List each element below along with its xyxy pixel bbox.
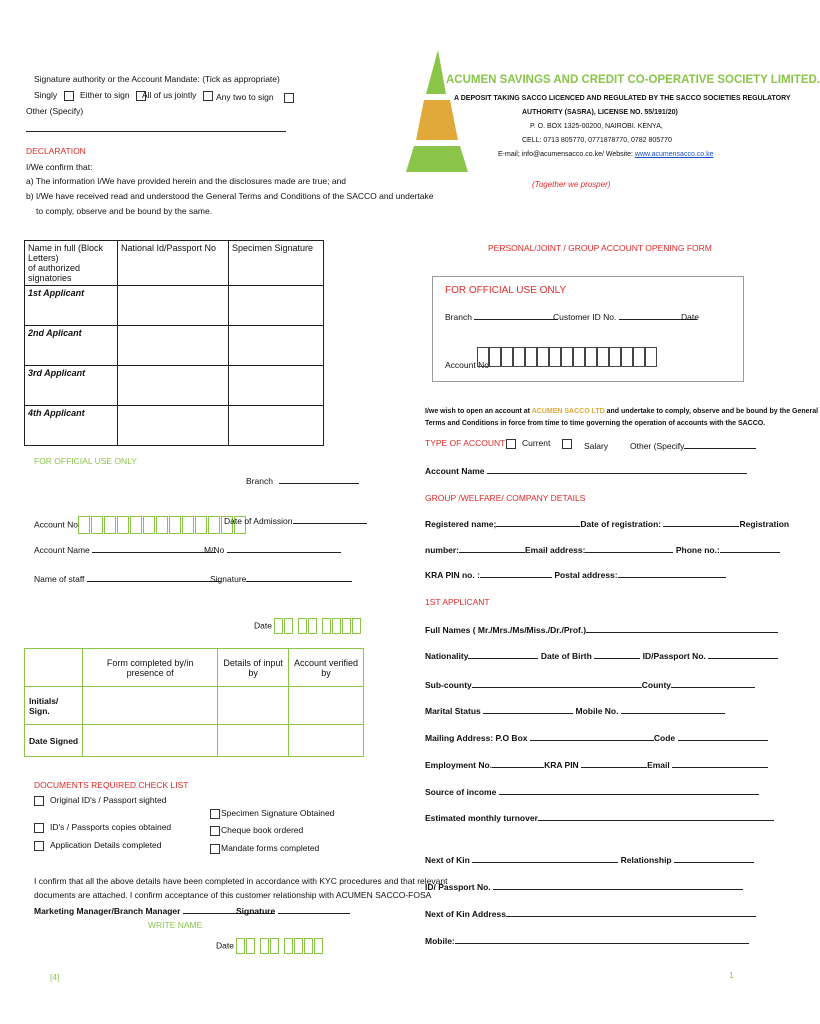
- kra-pin-label: KRA PIN: [544, 760, 579, 770]
- date-admission-label: Date of Admission: [224, 516, 293, 526]
- declaration-heading: DECLARATION: [26, 146, 86, 156]
- group-kra-label: KRA PIN no. :: [425, 570, 480, 580]
- subcounty-field[interactable]: [472, 687, 642, 688]
- sig-row-4-label: 4th Applicant: [25, 406, 118, 446]
- relationship-field[interactable]: [674, 862, 754, 863]
- next-kin-label: Next of Kin: [425, 855, 470, 865]
- right-date-label: Date: [681, 312, 699, 322]
- left-branch-label: Branch: [246, 476, 273, 486]
- check-cheque[interactable]: [210, 826, 220, 836]
- check-specimen[interactable]: [210, 809, 220, 819]
- kin-address-label: Next of Kin Address: [425, 909, 506, 919]
- write-name-label: WRITE NAME: [148, 920, 203, 930]
- date-reg-label: Date of registration:: [580, 519, 662, 529]
- county-label: County: [641, 680, 672, 690]
- completion-header-input: Details of input by: [218, 649, 289, 687]
- sig-header-id: National Id/Passport No: [118, 241, 229, 286]
- org-line4: CELL: 0713 805770, 0771878770, 0782 805770: [522, 137, 672, 144]
- type-other-field[interactable]: [684, 448, 756, 449]
- id-passport-field[interactable]: [493, 889, 743, 890]
- signatories-table: [24, 240, 324, 446]
- name-staff-label: Name of staff: [34, 574, 85, 584]
- completion-table: [24, 648, 364, 757]
- email-label: Email: [647, 760, 670, 770]
- check-id-copies-label: ID's / Passports copies obtained: [50, 822, 172, 832]
- left-account-no-label: Account No: [34, 519, 78, 530]
- mobile-no-field[interactable]: [621, 713, 725, 714]
- sig-row-3-label: 3rd Applicant: [25, 366, 118, 406]
- group-heading: GROUP /WELFARE/ COMPANY DETAILS: [425, 493, 586, 503]
- group-postal-field[interactable]: [618, 577, 726, 578]
- mandate-title: Signature authority or the Account Mandate: (Tick as appropriate): [34, 74, 280, 84]
- mailing-field[interactable]: [530, 740, 654, 741]
- applicant-heading: 1ST APPLICANT: [425, 597, 490, 607]
- confirm-date-boxes[interactable]: [236, 940, 324, 950]
- left-account-name-label: Account Name: [34, 545, 90, 555]
- right-branch-label: Branch: [445, 312, 472, 322]
- org-website-link[interactable]: www.acumensacco.co.ke: [634, 151, 714, 158]
- sig-row-1-label: 1st Applicant: [25, 286, 118, 326]
- account-name-field[interactable]: [487, 473, 747, 474]
- mobile-no-label: Mobile No.: [575, 706, 619, 716]
- group-email-field[interactable]: [585, 552, 673, 553]
- left-account-no-boxes[interactable]: [78, 519, 247, 529]
- wish-suffix: and undertake to comply, observe and be bound by the General: [604, 408, 819, 415]
- manager-signature-label: Signature: [236, 906, 276, 916]
- date-reg-field[interactable]: [663, 526, 739, 527]
- org-line2: AUTHORITY (SASRA), LICENSE NO. 55/191/20): [522, 109, 678, 116]
- marital-field[interactable]: [483, 713, 573, 714]
- mandate-either-label: Either to sign: [80, 90, 130, 100]
- declaration-a: a) The information I/We have provided herein and the disclosures made are true; and: [26, 176, 347, 186]
- page-number: 1: [729, 970, 734, 980]
- employment-label: Employment No.: [425, 760, 493, 770]
- manager-label: Marketing Manager/Branch Manager: [34, 906, 181, 916]
- mobile-label: Mobile:: [425, 936, 455, 946]
- check-cheque-label: Cheque book ordered: [221, 825, 304, 835]
- mandate-singly-checkbox[interactable]: [64, 91, 74, 101]
- sig-row-2-signature[interactable]: [229, 326, 324, 366]
- confirm-date-label: Date: [216, 940, 234, 951]
- mailing-label: Mailing Address: P.O Box: [425, 733, 528, 743]
- org-motto: (Together we prosper): [532, 180, 611, 189]
- id-label: ID/Passport No.: [642, 651, 706, 661]
- type-current-label: Current: [522, 438, 551, 448]
- sig-row-4-signature[interactable]: [229, 406, 324, 446]
- check-application[interactable]: [34, 841, 44, 851]
- relationship-label: Relationship: [620, 855, 672, 865]
- group-phone-field[interactable]: [720, 552, 780, 553]
- sig-row-1-signature[interactable]: [229, 286, 324, 326]
- name-staff-field[interactable]: [87, 581, 221, 582]
- sig-row-2-label: 2nd Aplicant: [25, 326, 118, 366]
- mandate-other-line[interactable]: [26, 131, 286, 132]
- check-original-id-label: Original ID's / Passport sighted: [50, 795, 167, 805]
- completion-date-input[interactable]: [218, 725, 289, 757]
- group-phone-label: Phone no.:: [675, 545, 720, 555]
- employment-field[interactable]: [492, 767, 544, 768]
- type-account-label: TYPE OF ACCOUNT: [425, 438, 506, 448]
- check-specimen-label: Specimen Signature Obtained: [221, 808, 335, 818]
- registration-label: Registration: [739, 519, 790, 529]
- reg-name-field[interactable]: [496, 526, 580, 527]
- dob-field[interactable]: [594, 658, 640, 659]
- turnover-label: Estimated monthly turnover: [425, 813, 538, 823]
- org-line3: P. O. BOX 1325-00200, NAIROBI. KENYA,: [530, 123, 663, 130]
- check-original-id[interactable]: [34, 796, 44, 806]
- sig-row-3-signature[interactable]: [229, 366, 324, 406]
- completion-initials-verified[interactable]: [289, 687, 364, 725]
- kra-pin-field[interactable]: [581, 767, 647, 768]
- id-passport-label: ID/ Passport No.: [425, 882, 491, 892]
- mandate-all-label: All of us jointly: [142, 90, 197, 100]
- source-income-label: Source of income: [425, 787, 497, 797]
- next-kin-field[interactable]: [472, 862, 618, 863]
- mno-field[interactable]: [227, 552, 341, 553]
- check-application-label: Application Details completed: [50, 840, 162, 850]
- sig-row-4-id[interactable]: [118, 406, 229, 446]
- completion-header-form: Form completed by/in presence of: [83, 649, 218, 687]
- right-official-heading: FOR OFFICIAL USE ONLY: [445, 285, 567, 296]
- marital-label: Marital Status: [425, 706, 481, 716]
- right-account-no-label: Account No: [445, 360, 489, 370]
- group-postal-label: Postal address:: [554, 570, 618, 580]
- left-branch-field[interactable]: [279, 483, 359, 484]
- completion-row-initials: Initials/ Sign.: [25, 687, 83, 725]
- left-account-name-field[interactable]: [92, 552, 216, 553]
- completion-row-date: Date Signed: [25, 725, 83, 757]
- check-mandate-label: Mandate forms completed: [221, 843, 320, 853]
- left-official-date-label: Date: [254, 620, 272, 631]
- full-names-label: Full Names ( Mr./Mrs./Ms/Miss./Dr./Prof.): [425, 625, 587, 635]
- group-email-label: Email address:: [525, 545, 586, 555]
- wish-prefix: I/we wish to open an account at: [425, 408, 532, 415]
- confirm-line1: I confirm that all the above details have been completed in accordance with KYC procedures and that relevant: [34, 876, 448, 886]
- type-salary-checkbox[interactable]: [562, 439, 572, 449]
- mandate-all-checkbox[interactable]: [203, 91, 213, 101]
- dob-label: Date of Birth: [540, 651, 592, 661]
- completion-initials-input[interactable]: [218, 687, 289, 725]
- nationality-field[interactable]: [468, 658, 538, 659]
- id-field[interactable]: [708, 658, 778, 659]
- right-branch-field[interactable]: [474, 319, 558, 320]
- confirm-line2: documents are attached. I confirm acceptance of this customer relationship with ACUMEN SACCO-FOSA: [34, 890, 432, 900]
- mandate-singly-label: Singly: [34, 90, 58, 100]
- mno-label: M/No: [204, 545, 225, 555]
- type-other-label: Other (Specify: [630, 441, 685, 451]
- reg-number-label: number:: [425, 545, 459, 555]
- staff-signature-field[interactable]: [246, 581, 352, 582]
- mandate-other-label: Other (Specify): [26, 106, 84, 116]
- group-kra-field[interactable]: [480, 577, 552, 578]
- mandate-any-two-checkbox[interactable]: [284, 93, 294, 103]
- org-name: ACUMEN SAVINGS AND CREDIT CO-OPERATIVE SOCIETY LIMITED.: [446, 74, 820, 86]
- nationality-label: Nationality: [425, 651, 469, 661]
- mandate-any-two-label: Any two to sign: [216, 92, 274, 102]
- completion-header-verified: Account verified by: [289, 649, 364, 687]
- completion-date-form[interactable]: [83, 725, 218, 757]
- sig-header-signature: Specimen Signature: [229, 241, 324, 286]
- reg-number-field[interactable]: [459, 552, 525, 553]
- manager-signature-field[interactable]: [278, 913, 350, 914]
- wish-line2: Terms and Conditions in force from time to time governing the operation of accounts with the SACCO.: [425, 420, 766, 427]
- type-current-checkbox[interactable]: [506, 439, 516, 449]
- reg-name-label: Registered name;: [425, 519, 497, 529]
- declaration-b2: to comply, observe and be bound by the same.: [36, 206, 213, 216]
- mobile-field[interactable]: [455, 943, 749, 944]
- left-official-heading: FOR OFFICIAL USE ONLY: [34, 456, 137, 466]
- full-names-field[interactable]: [586, 632, 778, 633]
- code-label: Code: [653, 733, 676, 743]
- wish-highlight: ACUMEN SACCO LTD: [531, 408, 605, 415]
- declaration-intro: I/We confirm that:: [26, 162, 93, 172]
- account-name-label: Account Name: [425, 466, 485, 476]
- page-marker: [4]: [50, 972, 60, 982]
- check-id-copies[interactable]: [34, 823, 44, 833]
- kin-address-field[interactable]: [506, 916, 756, 917]
- left-official-date-boxes[interactable]: [274, 620, 362, 630]
- sig-row-2-id[interactable]: [118, 326, 229, 366]
- type-salary-label: Salary: [584, 441, 609, 451]
- declaration-b1: b) I/We have received read and understood the General Terms and Conditions of the SACCO and undertake: [26, 191, 434, 201]
- org-line1: A DEPOSIT TAKING SACCO LICENCED AND REGULATED BY THE SACCO SOCIETIES REGULATORY: [454, 95, 791, 102]
- code-field[interactable]: [678, 740, 768, 741]
- sig-row-1-id[interactable]: [118, 286, 229, 326]
- completion-date-verified[interactable]: [289, 725, 364, 757]
- form-title: PERSONAL/JOINT / GROUP ACCOUNT OPENING FORM: [488, 243, 712, 253]
- right-account-no-boxes[interactable]: [477, 347, 657, 367]
- customer-id-label: Customer ID No.: [553, 312, 617, 322]
- checklist-heading: DOCUMENTS REQUIRED CHECK LIST: [34, 780, 189, 790]
- sig-header-name: Name in full (Block Letters) of authorized signatories: [25, 241, 118, 286]
- subcounty-label: Sub-county: [425, 680, 472, 690]
- staff-signature-label: Signature: [210, 574, 247, 584]
- org-email: E-mail; info@acumensacco.co.ke/ Website:: [498, 151, 635, 158]
- county-field[interactable]: [671, 687, 755, 688]
- email-field[interactable]: [672, 767, 768, 768]
- sacco-logo: [396, 48, 480, 174]
- check-mandate[interactable]: [210, 844, 220, 854]
- completion-initials-form[interactable]: [83, 687, 218, 725]
- date-admission-field[interactable]: [293, 523, 367, 524]
- right-official-box: [432, 276, 744, 382]
- source-income-field[interactable]: [499, 794, 759, 795]
- turnover-field[interactable]: [538, 820, 774, 821]
- sig-row-3-id[interactable]: [118, 366, 229, 406]
